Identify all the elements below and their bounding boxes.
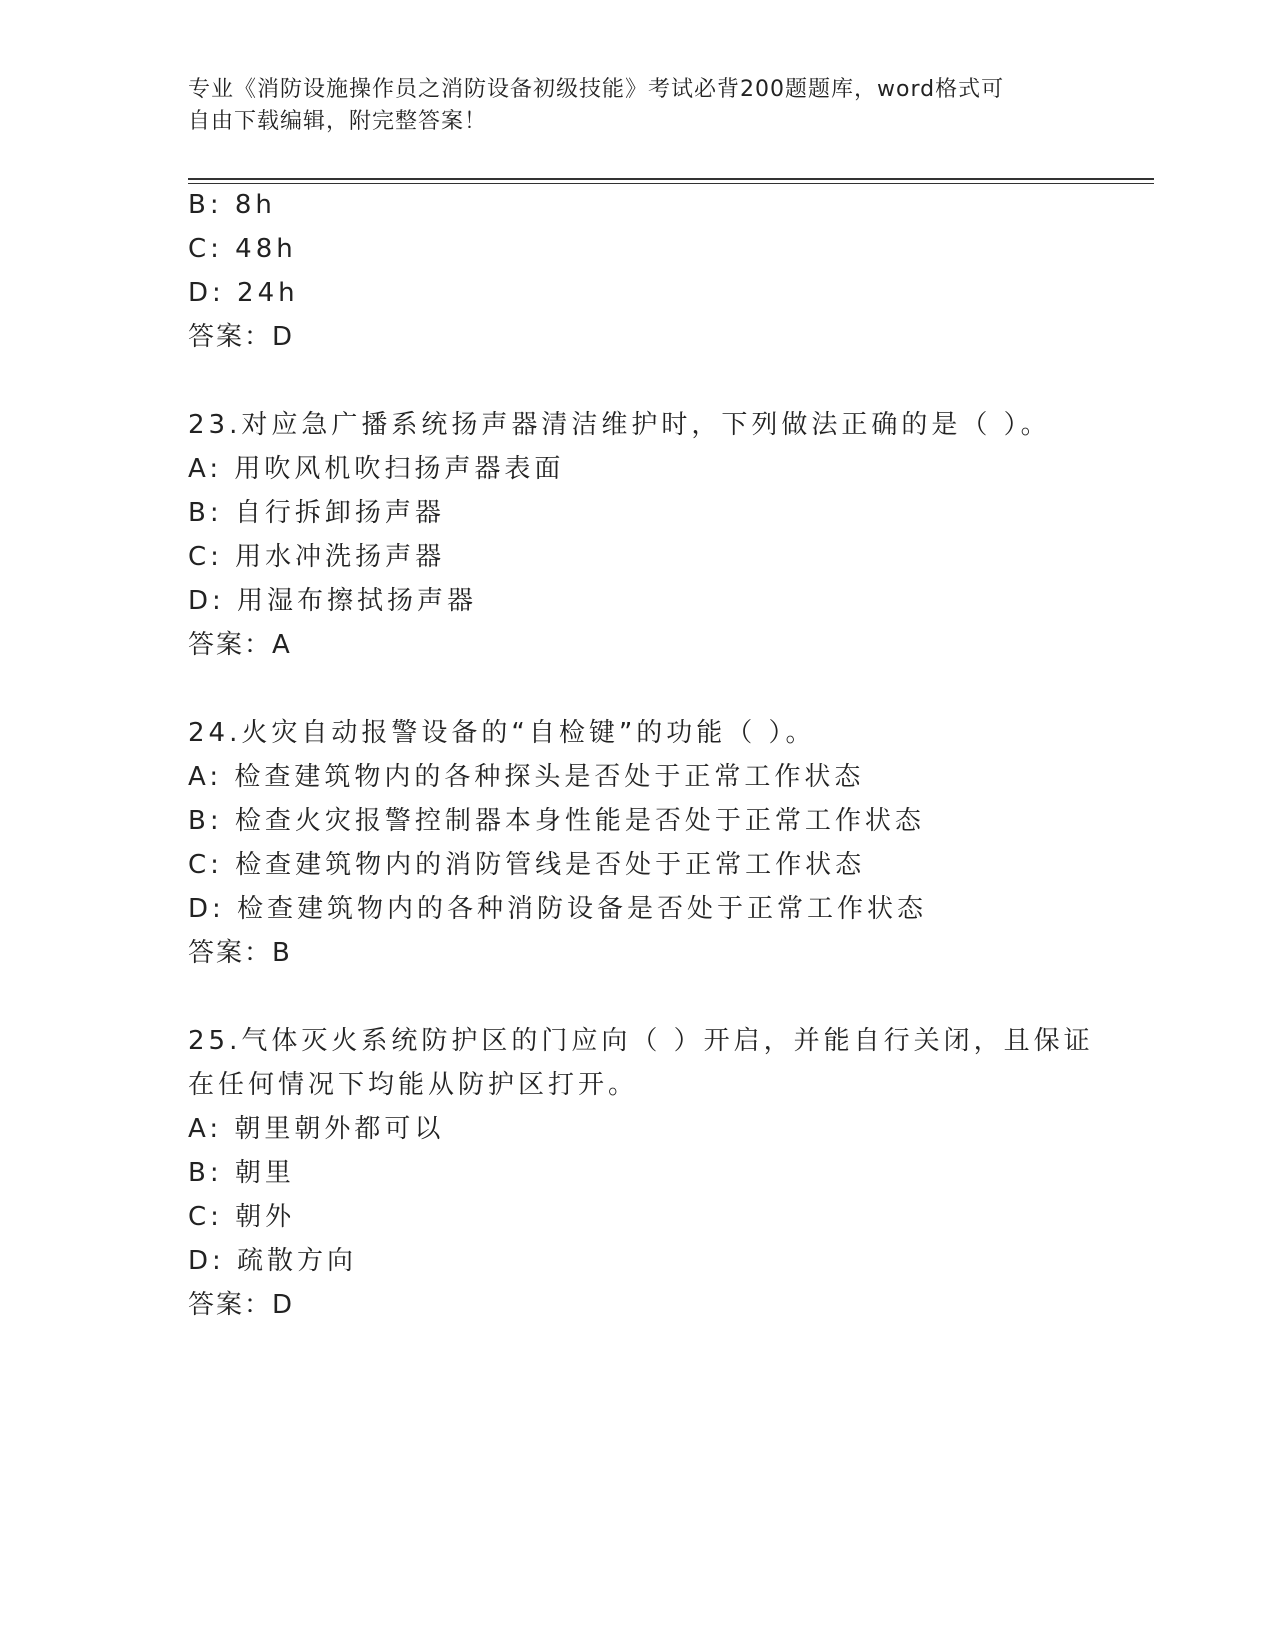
header-line-1: 专业《消防设施操作员之消防设备初级技能》考试必背200题题库，word格式可 bbox=[188, 77, 1005, 102]
q25-option-a: A: 朝里朝外都可以 bbox=[188, 1114, 445, 1144]
q22-option-b: B: 8h bbox=[188, 190, 276, 220]
q24-option-a: A: 检查建筑物内的各种探头是否处于正常工作状态 bbox=[188, 762, 865, 792]
q25-option-d: D: 疏散方向 bbox=[188, 1246, 358, 1276]
q22-option-c: C: 48h bbox=[188, 234, 297, 264]
q24-option-d: D: 检查建筑物内的各种消防设备是否处于正常工作状态 bbox=[188, 894, 928, 924]
q22-option-d: D: 24h bbox=[188, 278, 299, 308]
q25-stem-line-2: 在任何情况下均能从防护区打开。 bbox=[188, 1070, 639, 1100]
document-header bbox=[188, 74, 1088, 138]
q25-answer: 答案：D bbox=[188, 1290, 295, 1320]
q25-stem-line-1: 25.气体灭火系统防护区的门应向（ ）开启，并能自行关闭，且保证 bbox=[188, 1026, 1094, 1056]
header-divider-thick bbox=[188, 178, 1154, 180]
q23-option-c: C: 用水冲洗扬声器 bbox=[188, 542, 446, 572]
q23-answer: 答案：A bbox=[188, 630, 292, 660]
q24-option-b: B: 检查火灾报警控制器本身性能是否处于正常工作状态 bbox=[188, 806, 925, 836]
q24-answer: 答案：B bbox=[188, 938, 292, 968]
header-line-2: 自由下载编辑，附完整答案！ bbox=[188, 109, 488, 134]
header-divider-thin bbox=[188, 183, 1154, 184]
q23-option-b: B: 自行拆卸扬声器 bbox=[188, 498, 445, 528]
q25-option-c: C: 朝外 bbox=[188, 1202, 296, 1232]
q23-option-a: A: 用吹风机吹扫扬声器表面 bbox=[188, 454, 565, 484]
q22-answer: 答案：D bbox=[188, 322, 295, 352]
q23-stem: 23.对应急广播系统扬声器清洁维护时，下列做法正确的是（ ）。 bbox=[188, 410, 1051, 440]
q23-option-d: D: 用湿布擦拭扬声器 bbox=[188, 586, 478, 616]
q25-option-b: B: 朝里 bbox=[188, 1158, 295, 1188]
q24-stem: 24.火灾自动报警设备的“自检键”的功能（ ）。 bbox=[188, 718, 816, 748]
q24-option-c: C: 检查建筑物内的消防管线是否处于正常工作状态 bbox=[188, 850, 866, 880]
